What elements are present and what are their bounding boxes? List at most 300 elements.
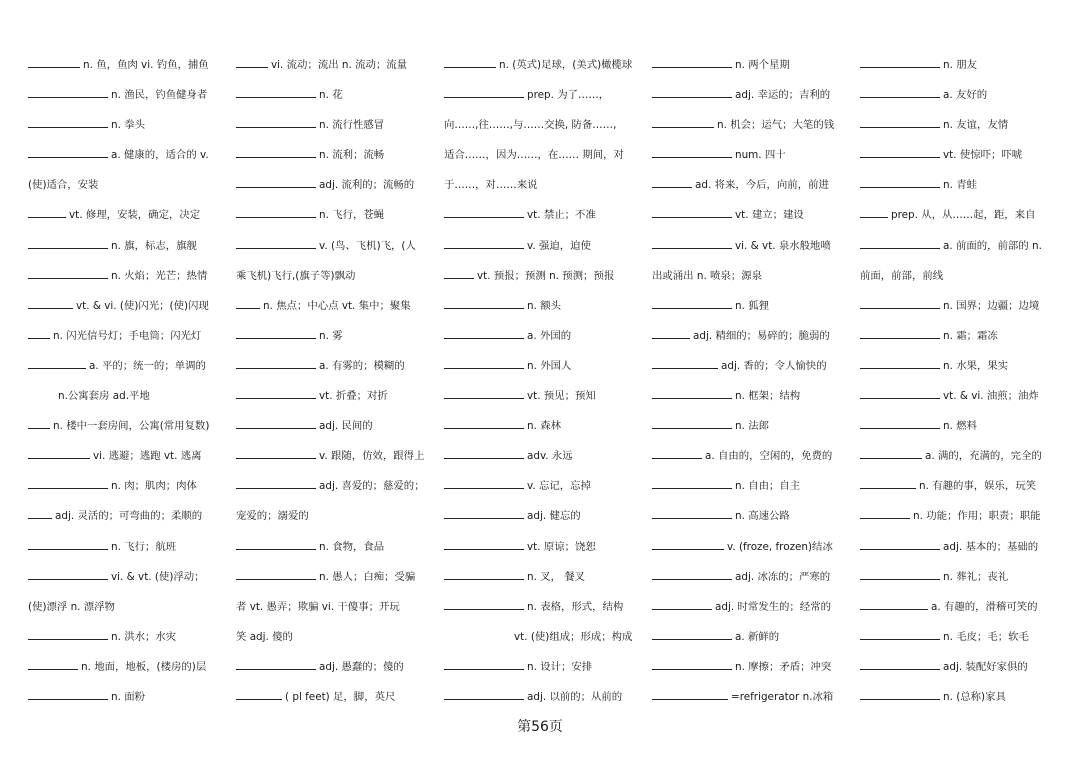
vocab-entry [236,471,438,501]
vocab-entry [236,140,438,170]
vocab-entry [236,592,438,622]
fill-in-blank[interactable] [444,689,524,700]
fill-in-blank[interactable] [236,358,316,369]
vocab-definition: a. 友好的 [943,89,988,102]
vocab-definition: n. 两个星期 [735,59,790,71]
fill-in-blank[interactable] [236,448,316,459]
fill-in-blank[interactable] [28,207,66,218]
fill-in-blank[interactable] [444,298,524,309]
fill-in-blank[interactable] [444,358,524,369]
fill-in-blank[interactable] [860,57,940,68]
vocab-entry [28,682,230,712]
vocab-definition: n. 森林 [527,420,561,433]
vocab-definition: 出或涌出 n. 喷泉；源泉 [652,269,763,282]
fill-in-blank[interactable] [860,599,928,610]
vocab-entry [28,592,230,622]
fill-in-blank[interactable] [860,117,940,128]
fill-in-blank[interactable] [28,117,108,128]
vocab-entry [28,532,230,562]
vocab-entry [444,532,646,562]
fill-in-blank[interactable] [860,328,940,339]
vocab-entry [860,622,1062,652]
vocab-entry [28,50,230,80]
fill-in-blank[interactable] [444,87,524,98]
vocab-definition: ( pl feet) 足，脚，英尺 [285,690,396,703]
vocab-entry [652,170,854,200]
vocab-definition: n. 自由；自主 [735,480,801,493]
vocab-definition: n. 友谊，友情 [943,119,1009,132]
vocab-definition: prep. 为了……， [527,89,610,102]
fill-in-blank[interactable] [236,689,282,700]
fill-in-blank[interactable] [444,539,524,550]
fill-in-blank[interactable] [28,418,50,429]
vocab-entry [860,441,1062,471]
fill-in-blank[interactable] [28,87,108,98]
fill-in-blank[interactable] [652,629,732,640]
vocab-definition: n. 燃料 [943,420,977,433]
fill-in-blank[interactable] [28,508,52,519]
vocab-definition: 笑 adj. 傻的 [236,630,293,643]
fill-in-blank[interactable] [236,177,316,188]
vocab-entry [444,321,646,351]
vocab-entry [652,532,854,562]
fill-in-blank[interactable] [28,147,108,158]
vocab-entry [236,261,438,291]
vocab-definition: v. 跟随，仿效，跟得上 [319,450,425,463]
fill-in-blank[interactable] [652,689,728,700]
vocab-definition: =refrigerator n.冰箱 [731,690,834,703]
fill-in-blank[interactable] [860,87,940,98]
vocab-entry [28,411,230,441]
vocab-definition: a. 满的，充满的，完全的 [925,450,1042,463]
vocab-definition: n. 额头 [527,299,561,312]
vocab-entry [860,652,1062,682]
vocab-entry [28,562,230,592]
vocab-entry [860,170,1062,200]
vocab-definition: a. 有雾的；模糊的 [319,359,405,372]
vocab-definition: n. 框架；结构 [735,390,801,403]
vocab-definition: n. 功能；作用；职责；职能 [913,510,1041,523]
vocab-definition: vt. 预见；预知 [527,390,596,403]
vocab-definition: n. 国界；边疆；边境 [943,299,1040,312]
fill-in-blank[interactable] [28,57,80,68]
fill-in-blank[interactable] [652,599,712,610]
vocab-entry [860,532,1062,562]
vocab-entry [860,140,1062,170]
vocab-definition: vt. 折叠；对折 [319,390,388,403]
vocab-entry [236,200,438,230]
vocab-entry [652,50,854,80]
vocab-entry [236,441,438,471]
vocab-definition: n. 葬礼；丧礼 [943,570,1009,583]
vocab-entry [860,261,1062,291]
vocab-definition: 乘飞机)飞行,(旗子等)飘动 [236,269,356,282]
vocab-definition: v. 忘记，忘掉 [527,480,591,493]
fill-in-blank[interactable] [28,539,108,550]
fill-in-blank[interactable] [860,418,940,429]
vocab-definition: n. 旗，标志，旗舰 [111,239,197,252]
vocab-entry [236,532,438,562]
vocab-definition: 于……，对……来说 [444,179,538,192]
vocab-definition: vt. 禁止；不准 [527,209,596,222]
vocab-entry [652,321,854,351]
fill-in-blank[interactable] [860,659,940,670]
fill-in-blank[interactable] [236,569,316,580]
fill-in-blank[interactable] [652,418,732,429]
fill-in-blank[interactable] [860,508,910,519]
vocab-definition: n. 飞行，苍蝇 [319,209,385,222]
fill-in-blank[interactable] [444,508,524,519]
vocab-definition: adj. 冰冻的；严寒的 [735,570,831,583]
vocab-definition: n. 摩擦；矛盾；冲突 [735,660,832,673]
vocab-column-4 [652,50,854,712]
vocab-definition: adj. 健忘的 [527,510,581,523]
vocab-definition: vi. & vt. 泉水般地喷 [735,239,831,252]
fill-in-blank[interactable] [652,508,732,519]
fill-in-blank[interactable] [860,569,940,580]
fill-in-blank[interactable] [236,388,316,399]
vocab-definition: n. 火焰；光芒；热情 [111,269,208,282]
vocab-definition: n. 雾 [319,329,343,342]
vocab-entry [652,471,854,501]
vocab-definition: n. 青蛙 [943,179,977,192]
vocab-definition: ad. 将来，今后，向前，前进 [695,179,829,192]
vocab-entry [860,50,1062,80]
vocab-definition: 宠爱的；溺爱的 [236,510,309,523]
fill-in-blank[interactable] [860,478,916,489]
vocab-definition: a. 有趣的，滑稽可笑的 [931,600,1038,613]
vocab-entry [28,501,230,531]
fill-in-blank[interactable] [860,689,940,700]
vocab-definition: n. 楼中一套房间，公寓(常用复数) [53,420,210,433]
vocab-definition: n. 闪光信号灯；手电筒；闪光灯 [53,329,202,342]
vocab-definition: n. 渔民，钓鱼健身者 [111,89,208,102]
vocab-entry [652,411,854,441]
fill-in-blank[interactable] [444,238,524,249]
fill-in-blank[interactable] [236,298,260,309]
vocab-definition: adj. 装配好家俱的 [943,660,1028,673]
vocab-entry [444,170,646,200]
vocab-entry [236,321,438,351]
vocab-definition: prep. 从，从……起，距，来自 [891,209,1036,222]
fill-in-blank[interactable] [860,358,940,369]
vocab-entry [860,200,1062,230]
vocab-entry [236,682,438,712]
vocab-entry [860,351,1062,381]
vocab-entry [28,261,230,291]
vocab-entry [860,562,1062,592]
vocab-definition: vt. 原谅；饶恕 [527,540,596,553]
vocab-entry [860,471,1062,501]
vocab-entry [236,562,438,592]
fill-in-blank[interactable] [444,478,524,489]
fill-in-blank[interactable] [236,328,316,339]
fill-in-blank[interactable] [652,388,732,399]
vocab-definition: 前面，前部，前线 [860,269,944,282]
vocab-entry [860,231,1062,261]
fill-in-blank[interactable] [444,569,524,580]
fill-in-blank[interactable] [444,207,524,218]
fill-in-blank[interactable] [236,57,268,68]
fill-in-blank[interactable] [236,478,316,489]
vocab-entry [652,682,854,712]
vocab-definition: (使)漂浮 n. 漂浮物 [28,600,115,613]
fill-in-blank[interactable] [28,358,86,369]
vocab-definition: n. 法郎 [735,420,769,433]
vocab-definition: n. 外国人 [527,359,572,372]
vocab-definition: vi. 逃避；逃跑 vt. 逃离 [93,450,202,463]
vocab-entry [444,140,646,170]
fill-in-blank[interactable] [860,629,940,640]
vocab-entry [444,261,646,291]
fill-in-blank[interactable] [28,328,50,339]
vocab-definition: n.公寓套房 ad.平地 [58,390,150,403]
vocab-definition: n. 狐狸 [735,299,769,312]
vocab-definition: adv. 永远 [527,450,573,463]
vocab-entry [860,501,1062,531]
vocab-definition: n. 鱼，鱼肉 vi. 钓鱼，捕鱼 [83,59,209,71]
vocab-entry [236,501,438,531]
fill-in-blank[interactable] [652,659,732,670]
vocab-column-3 [444,50,646,712]
vocab-entry [28,652,230,682]
vocab-definition: n. 有趣的事，娱乐，玩笑 [919,480,1037,493]
fill-in-blank[interactable] [652,539,724,550]
vocab-definition: vt. & vi. (使)闪光；(使)闪现 [76,299,209,312]
vocab-definition: 者 vt. 愚弄；欺骗 vi. 干傻事；开玩 [236,600,400,613]
vocab-entry [28,140,230,170]
vocab-entry [444,562,646,592]
vocab-entry [28,321,230,351]
fill-in-blank[interactable] [28,629,108,640]
vocab-entry [860,110,1062,140]
vocab-column-2 [236,50,438,712]
vocab-definition: adj. 时常发生的；经常的 [715,600,831,613]
vocab-entry [444,622,646,652]
vocab-definition: adj. 幸运的；吉利的 [735,89,831,102]
fill-in-blank[interactable] [236,539,316,550]
fill-in-blank[interactable] [652,448,702,459]
vocab-definition: adj. 喜爱的；慈爱的； [319,480,425,493]
vocab-definition: adj. 民间的 [319,420,373,433]
vocab-definition: n. 霜；霜冻 [943,329,998,342]
vocab-entry [444,200,646,230]
fill-in-blank[interactable] [28,268,108,279]
vocab-definition: n. 焦点；中心点 vt. 集中；聚集 [263,299,411,312]
vocab-definition: vt. & vi. 油煎；油炸 [943,390,1039,403]
vocab-definition: n. 流利；流畅 [319,149,385,162]
fill-in-blank[interactable] [28,238,108,249]
vocab-definition: 向……,往……,与……交换, 防备……, [444,119,617,132]
fill-in-blank[interactable] [860,147,940,158]
vocab-definition: n. 朋友 [943,59,977,71]
fill-in-blank[interactable] [860,177,940,188]
fill-in-blank[interactable] [652,358,718,369]
vocab-definition: n. 飞行；航班 [111,540,177,553]
vocab-entry [28,471,230,501]
fill-in-blank[interactable] [860,388,940,399]
fill-in-blank[interactable] [652,328,690,339]
vocab-definition: n. 流行性感冒 [319,119,385,132]
vocab-definition: vt. 建立；建设 [735,209,804,222]
vocab-definition: n. 面粉 [111,690,145,703]
fill-in-blank[interactable] [28,659,78,670]
vocab-definition: a. 前面的，前部的 n. [943,239,1042,252]
vocab-definition: a. 自由的，空闲的，免费的 [705,450,833,463]
vocab-definition: adj. 基本的；基础的 [943,540,1039,553]
fill-in-blank[interactable] [652,569,732,580]
vocab-entry [236,381,438,411]
vocab-entry [28,441,230,471]
vocab-definition: vt. 使惊吓；吓唬 [943,149,1023,162]
fill-in-blank[interactable] [28,689,108,700]
fill-in-blank[interactable] [28,569,108,580]
vocab-definition: adj. 精细的；易碎的；脆弱的 [693,329,830,342]
fill-in-blank[interactable] [236,418,316,429]
vocab-entry [444,652,646,682]
fill-in-blank[interactable] [28,298,73,309]
fill-in-blank[interactable] [236,207,316,218]
vocab-entry [652,381,854,411]
vocab-entry [652,80,854,110]
vocab-entry [860,291,1062,321]
fill-in-blank[interactable] [236,238,316,249]
vocab-definition: vt. 预报；预测 n. 预测；预报 [477,269,615,282]
vocab-entry [28,231,230,261]
vocab-definition: vt. (使)组成；形成；构成 [514,630,633,643]
vocab-entry [444,351,646,381]
fill-in-blank[interactable] [860,298,940,309]
fill-in-blank[interactable] [652,57,732,68]
vocab-entry [444,50,646,80]
vocab-definition: n. (英式)足球，(美式)橄榄球 [499,59,633,71]
fill-in-blank[interactable] [444,659,524,670]
fill-in-blank[interactable] [652,478,732,489]
vocab-definition: n. 机会；运气；大笔的钱 [717,119,835,132]
vocab-definition: vt. 修理，安装，确定，决定 [69,209,201,222]
vocab-entry [28,200,230,230]
vocab-definition: adj. 愚蠢的；傻的 [319,660,404,673]
vocab-definition: n. 洪水；水灾 [111,630,177,643]
fill-in-blank[interactable] [444,448,524,459]
vocab-entry [28,110,230,140]
fill-in-blank[interactable] [236,87,316,98]
vocab-entry [236,231,438,261]
fill-in-blank[interactable] [860,238,940,249]
fill-in-blank[interactable] [652,177,692,188]
vocab-definition: vi. & vt. (使)浮动； [111,570,205,583]
fill-in-blank[interactable] [236,659,316,670]
vocab-definition: n. 肉；肌肉；肉体 [111,480,197,493]
vocab-entry [236,50,438,80]
fill-in-blank[interactable] [28,448,90,459]
vocab-definition: a. 健康的，适合的 v. [111,149,209,162]
fill-in-blank[interactable] [652,87,732,98]
vocab-definition: 适合……，因为……，在…… 期间，对 [444,149,624,162]
vocab-entry [28,170,230,200]
vocab-entry [860,592,1062,622]
fill-in-blank[interactable] [444,57,496,68]
vocab-definition: n. 地面，地板，(楼房的)层 [81,660,207,673]
fill-in-blank[interactable] [860,539,940,550]
vocab-entry [444,441,646,471]
fill-in-blank[interactable] [652,207,732,218]
vocab-definition: a. 新鲜的 [735,630,780,643]
vocab-entry [444,291,646,321]
vocab-definition: v. 强迫，迫使 [527,239,591,252]
vocab-definition: (使)适合，安装 [28,179,99,192]
fill-in-blank[interactable] [444,268,474,279]
vocab-entry [28,80,230,110]
vocab-definition: a. 平的；统一的；单调的 [89,359,206,372]
vocab-entry [860,381,1062,411]
vocab-definition: n. 毛皮；毛；软毛 [943,630,1029,643]
vocab-entry [860,80,1062,110]
vocab-entry [28,381,230,411]
vocab-entry [236,652,438,682]
vocab-entry [860,321,1062,351]
vocab-definition: n. 水果，果实 [943,359,1009,372]
vocab-definition: n. 愚人；白痴；受骗 [319,570,416,583]
fill-in-blank[interactable] [652,298,732,309]
vocab-entry [652,110,854,140]
vocab-definition: v. (froze, frozen)结冰 [727,540,833,553]
fill-in-blank[interactable] [444,388,524,399]
page-number: 第56页 [517,719,563,735]
fill-in-blank[interactable] [652,238,732,249]
vocab-definition: adj. 以前的；从前的 [527,690,623,703]
vocab-entry [860,411,1062,441]
fill-in-blank[interactable] [444,418,524,429]
vocab-entry [28,291,230,321]
vocab-definition: adj. 灵活的；可弯曲的；柔顺的 [55,510,203,523]
vocab-entry [236,110,438,140]
vocab-entry [652,200,854,230]
vocab-entry [652,622,854,652]
vocab-definition: n. 花 [319,89,343,102]
fill-in-blank[interactable] [444,328,524,339]
vocab-entry [652,652,854,682]
fill-in-blank[interactable] [860,448,922,459]
vocab-definition: num. 四十 [735,149,786,162]
vocab-definition: adj. 香的；令人愉快的 [721,359,827,372]
vocab-entry [236,80,438,110]
vocab-definition: n. 叉， 餐叉 [527,570,586,583]
fill-in-blank[interactable] [860,207,888,218]
vocab-entry [236,170,438,200]
vocab-definition: n. 拳头 [111,119,145,132]
vocab-entry [444,501,646,531]
vocab-definition: v. (鸟、飞机)飞，(人 [319,239,416,252]
vocab-entry [652,351,854,381]
fill-in-blank[interactable] [652,147,732,158]
vocab-entry [236,291,438,321]
fill-in-blank[interactable] [444,599,524,610]
fill-in-blank[interactable] [28,478,108,489]
vocab-column-1 [28,50,230,712]
vocab-entry [652,592,854,622]
vocab-entry [860,682,1062,712]
vocab-entry [444,80,646,110]
vocab-entry [236,411,438,441]
fill-in-blank[interactable] [652,117,714,128]
vocab-entry [652,441,854,471]
fill-in-blank[interactable] [236,117,316,128]
vocab-entry [444,110,646,140]
vocab-column-5 [860,50,1062,712]
fill-in-blank[interactable] [236,147,316,158]
vocab-definition: a. 外国的 [527,329,572,342]
